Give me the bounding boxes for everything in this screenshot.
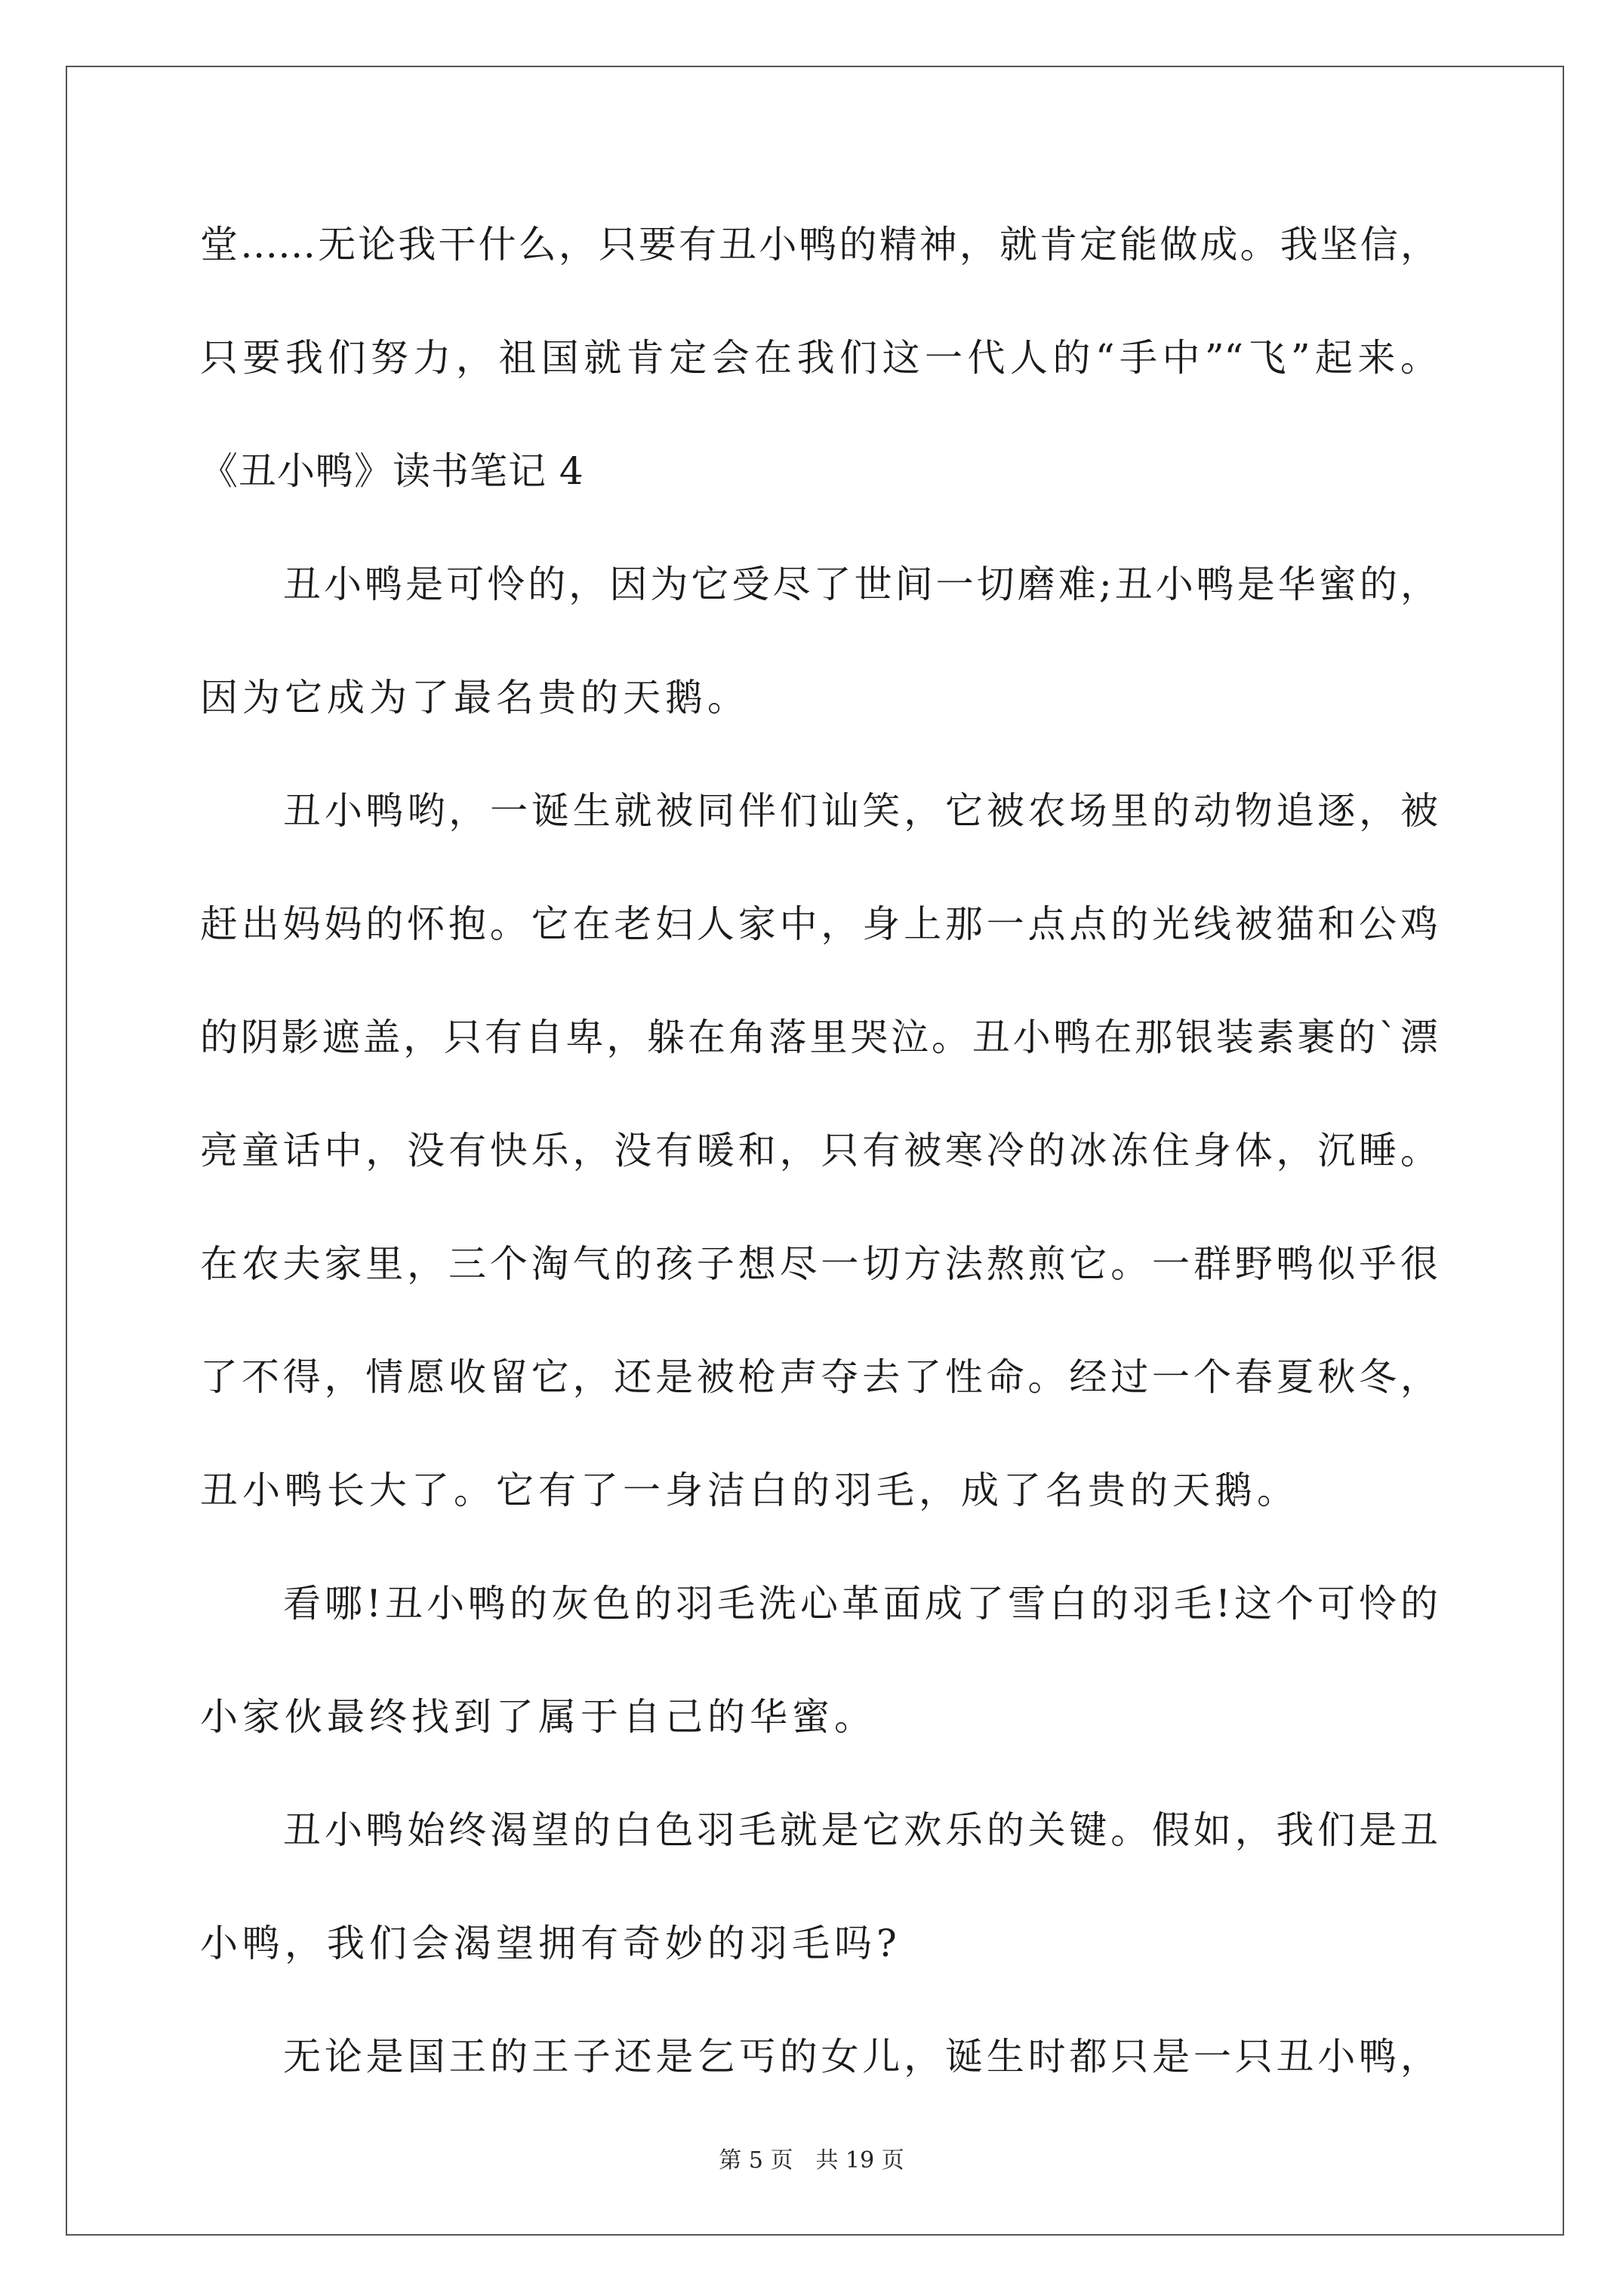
paragraph-first-line: 无论是国王的王子还是乞丐的女儿，诞生时都只是一只丑小鸭， xyxy=(283,2035,1438,2079)
paragraph-first-line: 丑小鸭始终渴望的白色羽毛就是它欢乐的关键。假如，我们是丑 xyxy=(283,1808,1438,1852)
section-heading: 《丑小鸭》读书笔记 4 xyxy=(200,449,584,493)
text-line: 的阴影遮盖，只有自卑，躲在角落里哭泣。丑小鸭在那银装素裹的`漂 xyxy=(200,1015,1438,1059)
text-line: 在农夫家里，三个淘气的孩子想尽一切方法熬煎它。一群野鸭似乎很 xyxy=(200,1242,1438,1286)
text-line: 了不得，情愿收留它，还是被枪声夺去了性命。经过一个春夏秋冬， xyxy=(200,1355,1438,1399)
text-line: 小鸭，我们会渴望拥有奇妙的羽毛吗? xyxy=(200,1922,901,1965)
text-line: 只要我们努力，祖国就肯定会在我们这一代人的“手中”“飞”起来。 xyxy=(200,336,1438,380)
text-line: 赶出妈妈的怀抱。它在老妇人家中，身上那一点点的光线被猫和公鸡 xyxy=(200,902,1438,946)
text-line: 丑小鸭长大了。它有了一身洁白的羽毛，成了名贵的天鹅。 xyxy=(200,1469,1299,1512)
text-line: 亮童话中，没有快乐，没有暖和，只有被寒冷的冰冻住身体，沉睡。 xyxy=(200,1129,1438,1173)
text-line: 因为它成为了最名贵的天鹅。 xyxy=(200,676,750,720)
paragraph-first-line: 丑小鸭哟，一诞生就被同伴们讪笑，它被农场里的动物追逐，被 xyxy=(283,789,1438,833)
text-line: 堂……无论我干什么，只要有丑小鸭的精神，就肯定能做成。我坚信， xyxy=(200,223,1438,267)
paragraph-first-line: 看哪!丑小鸭的灰色的羽毛洗心革面成了雪白的羽毛!这个可怜的 xyxy=(283,1582,1438,1626)
page-number-footer: 第 5 页 共 19 页 xyxy=(719,2147,904,2174)
paragraph-first-line: 丑小鸭是可怜的，因为它受尽了世间一切磨难;丑小鸭是华蜜的， xyxy=(283,562,1438,606)
text-line: 小家伙最终找到了属于自己的华蜜。 xyxy=(200,1695,876,1739)
